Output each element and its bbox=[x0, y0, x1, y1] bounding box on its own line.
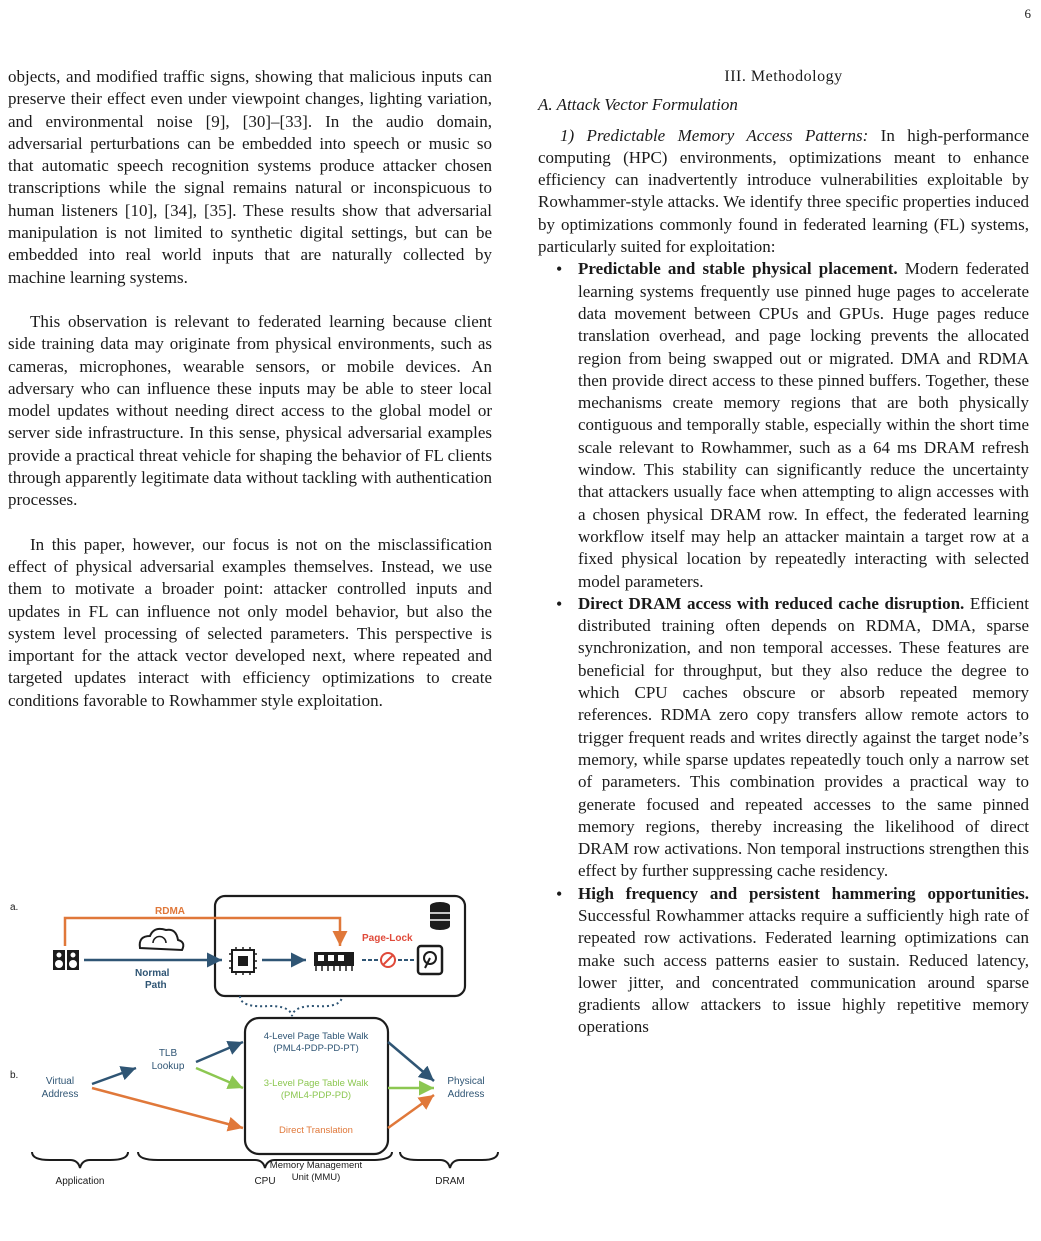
virtual-address-label-2: Address bbox=[41, 1089, 79, 1100]
walk3-label-1: 3-Level Page Table Walk bbox=[263, 1078, 369, 1089]
memory-module-icon bbox=[314, 952, 354, 971]
walk4-label-1: 4-Level Page Table Walk bbox=[263, 1031, 369, 1042]
virtual-to-direct-arrow bbox=[92, 1088, 243, 1128]
list-item bbox=[578, 593, 1029, 883]
normal-path-label-2: Path bbox=[145, 980, 167, 991]
cpu-chip-icon bbox=[229, 947, 257, 975]
subsection-title: A. Attack Vector Formulation bbox=[538, 95, 738, 115]
rdma-path-arrow bbox=[65, 918, 340, 946]
intro-heading: 1) Predictable Memory Access Patterns: bbox=[560, 125, 869, 145]
bullet-title: Direct DRAM access with reduced cache disruption. bbox=[578, 593, 965, 613]
rdma-label: RDMA bbox=[155, 906, 185, 917]
intro-paragraph bbox=[538, 125, 1029, 259]
mmu-label-1: Memory Management bbox=[269, 1160, 363, 1171]
walk4-to-physical-arrow bbox=[388, 1042, 434, 1081]
bullet-title: Predictable and stable physical placement. bbox=[578, 259, 898, 279]
bullet-title: High frequency and persistent hammering opportunities. bbox=[578, 883, 1029, 903]
brace-application-label: Application bbox=[55, 1176, 105, 1187]
paragraph-fl-relevance: This observation is relevant to federated learning because client side training data may originate from physical environments, such as cameras, microphones, wearable sensors, or mobile devices. An adversary who can influence these inputs may be able to steer local model updates without needing direct access to the global model or server side infrastructure. In this sense, physical adversarial examples provide a practical threat vehicle for shaping the behavior of FL clients through apparently legitimate data without tackling with authentication processes. bbox=[8, 311, 492, 510]
bullet-text: Efficient distributed training often depends on RDMA, DMA, sparse synchronization, and non temporal accesses. These features are beneficial for throughput, but they also reduce the degree to which CPU caches obscure or absorb repeated memory references. RDMA zero copy transfers allow remote actors to trigger frequent reads and writes directly against the target node’s memory, while sparse updates repeatedly touch only a narrow set of parameters. This combination provides a practical way to generate focused and repeated accesses to the same pinned memory regions, thereby increasing the likelihood of direct DRAM row activations. Non temporal instructions strengthen this effect by further suppressing cache residency. bbox=[578, 593, 1030, 881]
cloud-sync-icon bbox=[140, 929, 184, 950]
brace-cpu-label: CPU bbox=[254, 1176, 276, 1187]
figure-memory-access-paths bbox=[0, 888, 500, 1188]
tlb-label-1: TLB bbox=[158, 1048, 178, 1059]
brace-dram-label: DRAM bbox=[435, 1176, 465, 1187]
walk4-label-2: (PML4-PDP-PD-PT) bbox=[273, 1043, 359, 1054]
panel-b-label: b. bbox=[10, 1070, 19, 1081]
list-item bbox=[578, 883, 1029, 1039]
speaker-icon bbox=[53, 950, 79, 970]
virtual-to-tlb-arrow bbox=[92, 1068, 136, 1084]
panel-a-label: a. bbox=[10, 902, 19, 913]
database-icon bbox=[430, 902, 450, 930]
bullet-text: Successful Rowhammer attacks require a sufficiently high rate of repeated row activations. Federated learning optimizations can make such access patterns easier to sustain. Reduced latency, lower jitter, and concentrated communication around sparse gradients allow attackers to issue highly repetitive memory operations bbox=[578, 905, 1029, 1037]
physical-address-label-2: Address bbox=[447, 1089, 485, 1100]
application-brace bbox=[32, 1152, 128, 1168]
intro-text: In high-performance computing (HPC) environments, optimizations meant to enhance efficiency can inadvertently introduce vulnerabilities exploitable by Rowhammer-style attacks. We identify three specific properties induced by optimizations commonly found in federated learning (FL) systems, particularly suited for exploitation: bbox=[538, 125, 1030, 257]
direct-translation-label: Direct Translation bbox=[279, 1125, 353, 1136]
right-column bbox=[538, 66, 1029, 1039]
hard-disk-icon bbox=[418, 946, 442, 974]
bullet-text: Modern federated learning systems frequently use pinned huge pages to accelerate data movement between CPUs and GPUs. Huge pages reduce translation overhead, and page locking prevents the allocated region from being swapped out or migrated. DMA and RDMA then provide direct access to these pinned buffers. Together, these mechanisms create memory regions that are both physically contiguous and temporally stable, especially within the short time scale relevant to Rowhammer, such as a 64 ms DRAM refresh window. This stability can significantly reduce the uncertainty that attackers usually face when attempting to align accesses with a chosen physical DRAM row. In effect, the federated learning workflow itself may help an attacker maintain a target row at a fixed physical location by repeatedly interacting with selected model parameters. bbox=[578, 259, 1029, 591]
section-title: III. Methodology bbox=[724, 68, 843, 85]
direct-to-physical-arrow bbox=[388, 1095, 434, 1128]
tlb-to-walk3-arrow bbox=[196, 1068, 243, 1088]
paragraph-paper-focus: In this paper, however, our focus is not on the misclassification effect of physical adversarial examples themselves. Instead, we use them to motivate a broader point: attacker controlled inputs and updates in FL can influence not only model behavior, but also the system level processing of selected parameters. This perspective is important for the attack vector developed next, where repeated and targeted updates interact with efficiency optimizations to create conditions favorable to Rowhammer style exploitation. bbox=[8, 534, 492, 710]
tlb-label-2: Lookup bbox=[151, 1061, 185, 1072]
left-column bbox=[8, 66, 492, 712]
prohibited-icon bbox=[381, 953, 395, 967]
dram-brace bbox=[400, 1152, 498, 1168]
normal-path-label-1: Normal bbox=[135, 968, 170, 979]
paragraph-continued: objects, and modified traffic signs, showing that malicious inputs can preserve their effect even under viewpoint changes, lighting variation, and environmental noise [9], [30]–[33]. In the audio domain, adversarial perturbations can be embedded into speech or music so that automatic speech recognition systems produce attacker chosen transcriptions while the signal remains natural or inconspicuous to human listeners [10], [34], [35]. These results show that adversarial manipulation is not limited to synthetic digital settings, but can be embedded into real world inputs that are naturally collected by machine learning systems. bbox=[8, 67, 492, 287]
walk3-label-2: (PML4-PDP-PD) bbox=[280, 1090, 352, 1101]
physical-address-label-1: Physical bbox=[447, 1076, 485, 1087]
page-number: 6 bbox=[1024, 6, 1031, 21]
mmu-label-2: Unit (MMU) bbox=[291, 1172, 341, 1183]
tlb-to-walk4-arrow bbox=[196, 1042, 243, 1062]
list-item bbox=[578, 258, 1029, 592]
figure-svg bbox=[0, 888, 500, 1188]
property-list bbox=[538, 258, 1029, 1038]
dotted-connector bbox=[240, 996, 342, 1016]
virtual-address-label-1: Virtual bbox=[45, 1076, 75, 1087]
page-lock-label: Page-Lock bbox=[362, 933, 413, 944]
